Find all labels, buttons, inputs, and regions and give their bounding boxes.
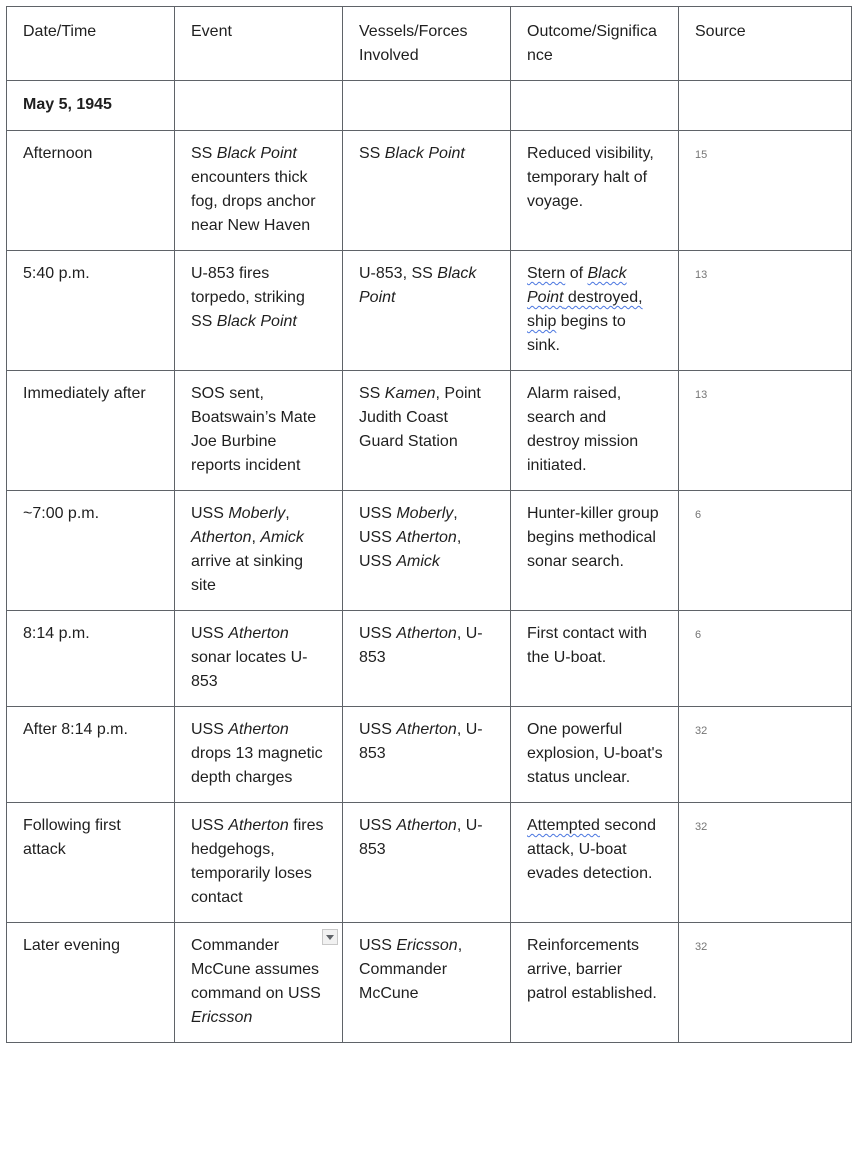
event-cell: Commander McCune assumes command on USS Ericsson xyxy=(175,923,343,1043)
event-cell: USS Atherton drops 13 magnetic depth charges xyxy=(175,707,343,803)
section-date: May 5, 1945 xyxy=(7,81,175,131)
source-ref[interactable]: 6 xyxy=(695,629,702,641)
ship-name: Moberly xyxy=(228,505,286,522)
time-cell: ~7:00 p.m. xyxy=(7,491,175,611)
header-outcome: Outcome/Significance xyxy=(511,7,679,81)
ship-name: Black Point xyxy=(216,313,297,330)
source-ref[interactable]: 15 xyxy=(695,149,708,161)
source-cell xyxy=(679,803,852,923)
vessels-cell: USS Ericsson, Commander McCune xyxy=(343,923,511,1043)
table-row xyxy=(7,611,852,707)
header-vessels: Vessels/Forces Involved xyxy=(343,7,511,81)
event-cell: USS Atherton fires hedgehogs, temporarily loses contact xyxy=(175,803,343,923)
time-cell: Later evening xyxy=(7,923,175,1043)
ship-name: Atherton xyxy=(228,625,289,642)
time-cell: After 8:14 p.m. xyxy=(7,707,175,803)
ship-name: Black Point xyxy=(216,145,297,162)
outcome-cell: Reinforcements arrive, barrier patrol established. xyxy=(511,923,679,1043)
ship-name: Moberly xyxy=(396,505,454,522)
vessels-cell: U-853, SS Black Point xyxy=(343,251,511,371)
vessels-cell: SS Kamen, Point Judith Coast Guard Station xyxy=(343,371,511,491)
ship-name: Ericsson xyxy=(191,1009,253,1026)
spellcheck-text: destroyed, xyxy=(563,289,643,306)
vessels-cell: USS Atherton, U-853 xyxy=(343,611,511,707)
ship-name: Black Point xyxy=(384,145,465,162)
table-row xyxy=(7,491,852,611)
ship-name: Atherton xyxy=(396,817,457,834)
source-ref[interactable]: 13 xyxy=(695,389,708,401)
ship-name: Amick xyxy=(396,553,440,570)
source-cell xyxy=(679,611,852,707)
vessels-cell: USS Atherton, U-853 xyxy=(343,707,511,803)
source-cell xyxy=(679,707,852,803)
empty-cell xyxy=(175,81,343,131)
ship-name: Black Point xyxy=(527,265,627,306)
header-event: Event xyxy=(175,7,343,81)
outcome-cell: Stern of Black Point destroyed, ship begins to sink. xyxy=(511,251,679,371)
header-row xyxy=(7,7,852,81)
event-cell: SS Black Point encounters thick fog, drops anchor near New Haven xyxy=(175,131,343,251)
table-row xyxy=(7,707,852,803)
outcome-cell: Alarm raised, search and destroy mission initiated. xyxy=(511,371,679,491)
vessels-cell: SS Black Point xyxy=(343,131,511,251)
ship-name: Ericsson xyxy=(396,937,458,954)
time-cell: Following first attack xyxy=(7,803,175,923)
outcome-cell: One powerful explosion, U-boat's status unclear. xyxy=(511,707,679,803)
ship-name: Atherton xyxy=(228,817,289,834)
header-date-time: Date/Time xyxy=(7,7,175,81)
ship-name: Atherton xyxy=(191,529,252,546)
ship-name: Atherton xyxy=(396,721,457,738)
time-cell: 5:40 p.m. xyxy=(7,251,175,371)
ship-name: Amick xyxy=(260,529,304,546)
source-cell xyxy=(679,923,852,1043)
outcome-cell: Reduced visibility, temporary halt of voyage. xyxy=(511,131,679,251)
empty-cell xyxy=(679,81,852,131)
source-ref[interactable]: 32 xyxy=(695,821,708,833)
table-row xyxy=(7,371,852,491)
ship-name: Black Point xyxy=(359,265,477,306)
vessels-cell: USS Moberly, USS Atherton, USS Amick xyxy=(343,491,511,611)
ship-name: Atherton xyxy=(396,625,457,642)
timeline-table xyxy=(6,6,852,1043)
spellcheck-text: Stern xyxy=(527,265,566,282)
time-cell: Immediately after xyxy=(7,371,175,491)
ship-name: Kamen xyxy=(384,385,436,402)
event-cell: U-853 fires torpedo, striking SS Black Point xyxy=(175,251,343,371)
empty-cell xyxy=(511,81,679,131)
source-ref[interactable]: 32 xyxy=(695,725,708,737)
outcome-cell: Attempted second attack, U-boat evades detection. xyxy=(511,803,679,923)
source-ref[interactable]: 32 xyxy=(695,941,708,953)
table-row xyxy=(7,803,852,923)
table-row xyxy=(7,923,852,1043)
event-cell: USS Atherton sonar locates U-853 xyxy=(175,611,343,707)
ship-name: Atherton xyxy=(228,721,289,738)
source-cell xyxy=(679,371,852,491)
spellcheck-text: Attempted xyxy=(527,817,600,834)
time-cell: Afternoon xyxy=(7,131,175,251)
empty-cell xyxy=(343,81,511,131)
time-cell: 8:14 p.m. xyxy=(7,611,175,707)
cell-dropdown-icon[interactable] xyxy=(322,929,338,945)
source-ref[interactable]: 6 xyxy=(695,509,702,521)
source-cell xyxy=(679,251,852,371)
vessels-cell: USS Atherton, U-853 xyxy=(343,803,511,923)
source-cell xyxy=(679,491,852,611)
table-row xyxy=(7,131,852,251)
header-source: Source xyxy=(679,7,852,81)
event-cell: USS Moberly, Atherton, Amick arrive at sinking site xyxy=(175,491,343,611)
ship-name: Atherton xyxy=(396,529,457,546)
section-date-row xyxy=(7,81,852,131)
outcome-cell: First contact with the U-boat. xyxy=(511,611,679,707)
table-row xyxy=(7,251,852,371)
event-cell: SOS sent, Boatswain’s Mate Joe Burbine reports incident xyxy=(175,371,343,491)
outcome-cell: Hunter-killer group begins methodical sonar search. xyxy=(511,491,679,611)
spellcheck-text: ship xyxy=(527,313,557,330)
source-ref[interactable]: 13 xyxy=(695,269,708,281)
source-cell xyxy=(679,131,852,251)
